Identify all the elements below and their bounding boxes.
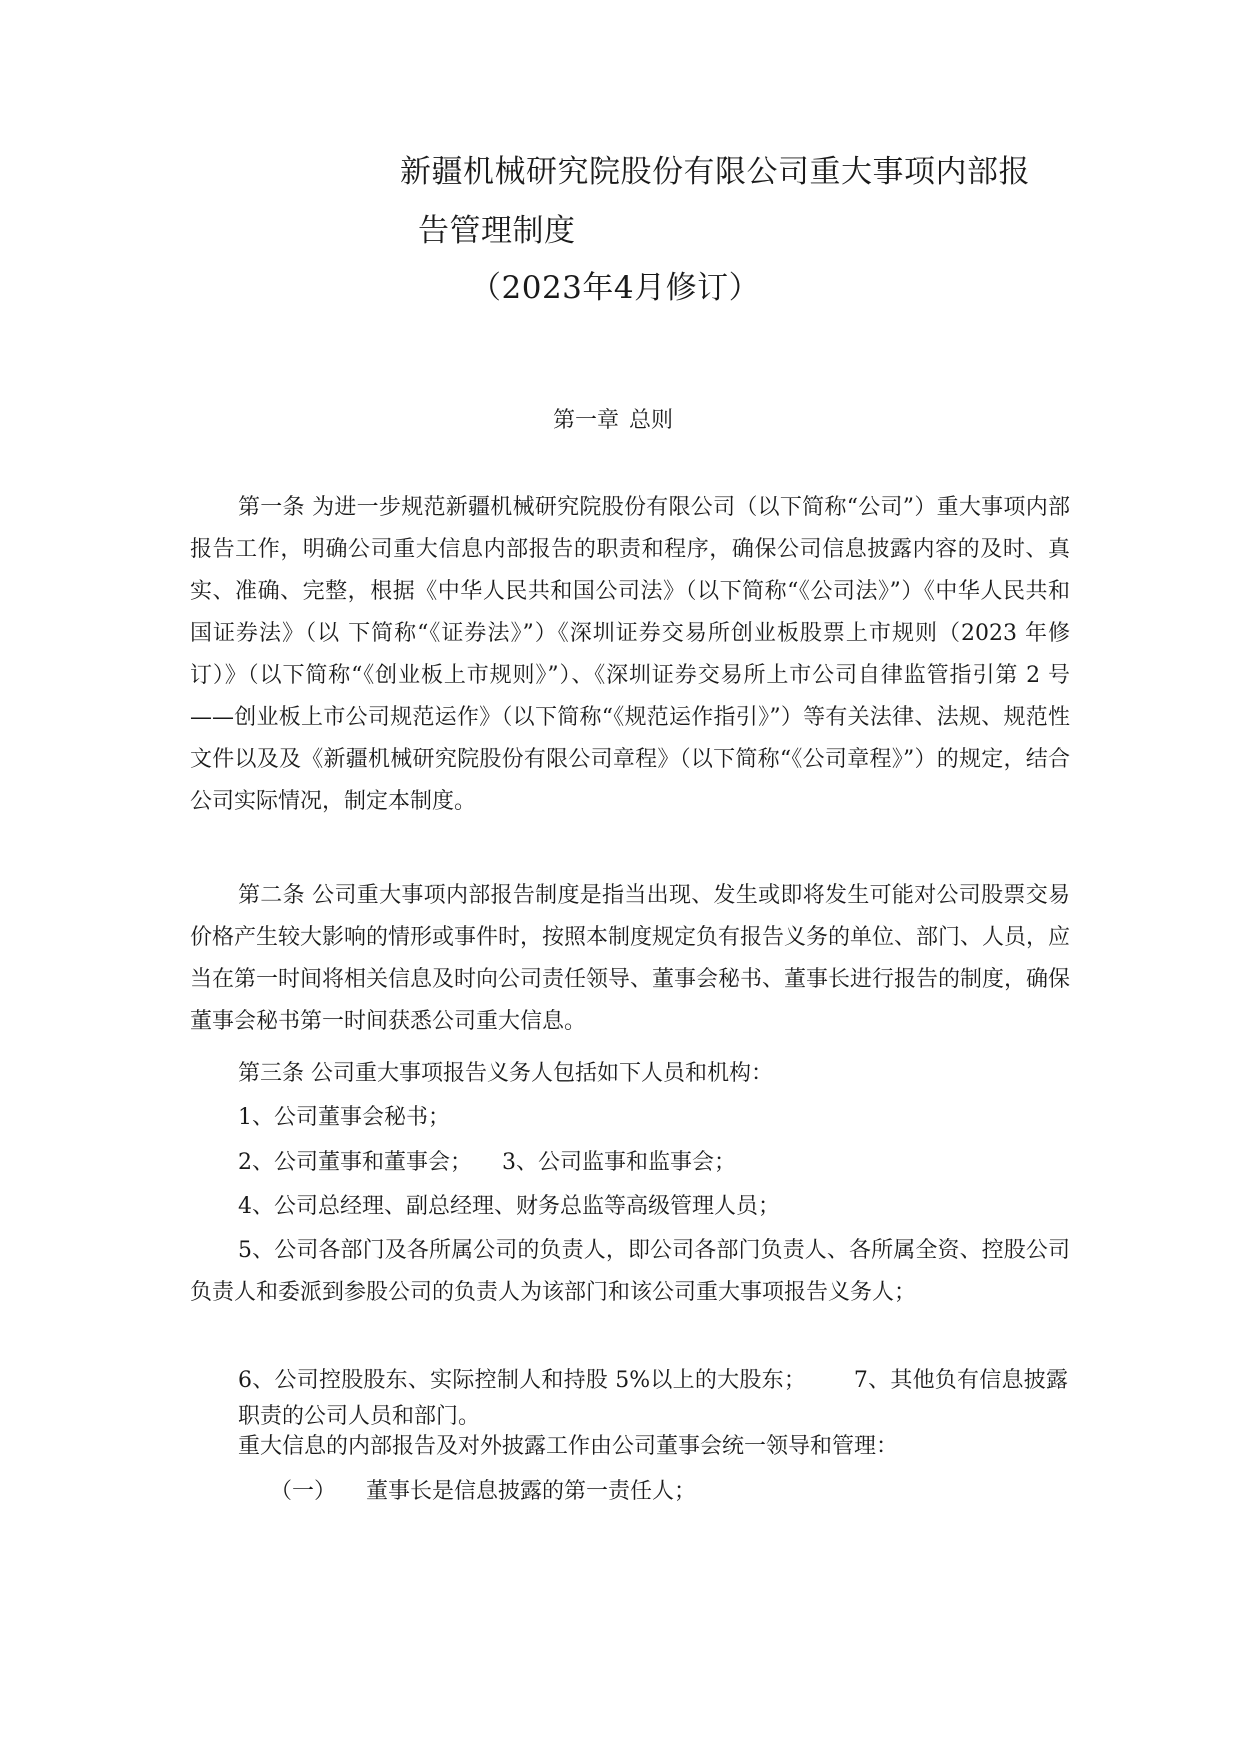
sub-item bbox=[270, 1471, 1070, 1513]
list-item: 7、其他负有信息披露职责的公司人员和部门。 bbox=[238, 1368, 1068, 1429]
list-item: 3、公司监事和监事会； bbox=[502, 1150, 736, 1175]
chapter-name: 总则 bbox=[629, 408, 674, 433]
list-item-group bbox=[190, 1142, 1070, 1184]
list-item-group bbox=[238, 1363, 1068, 1435]
article-2: 第二条 公司重大事项内部报告制度是指当出现、发生或即将发生可能对公司股票交易价格产生较大影响的情形或事件时，按照本制度规定负有报告义务的单位、部门、人员，应当在第一时间将相关信息及时向公司责任领导、董事会秘书、董事长进行报告的制度，确保董事会秘书第一时间获悉公司重大信息。 bbox=[190, 883, 1071, 1034]
list-item: 4、公司总经理、副总经理、财务总监等高级管理人员； bbox=[238, 1194, 780, 1219]
sub-item-marker: （一） bbox=[270, 1479, 337, 1504]
document-title-line-2: 告管理制度 bbox=[418, 213, 576, 249]
list-item: 5、公司各部门及各所属公司的负责人，即公司各部门负责人、各所属全资、控股公司负责人和委派到参股公司的负责人为该部门和该公司重大事项报告义务人； bbox=[190, 1238, 1070, 1305]
sub-item-text: 董事长是信息披露的第一责任人； bbox=[366, 1479, 697, 1504]
chapter-number: 第一章 bbox=[553, 408, 620, 433]
article-3: 第三条 公司重大事项报告义务人包括如下人员和机构： bbox=[238, 1061, 773, 1086]
article-1: 第一条 为进一步规范新疆机械研究院股份有限公司（以下简称“公司”）重大事项内部报告工作，明确公司重大信息内部报告的职责和程序，确保公司信息披露内容的及时、真实、准确、完整，根据《中华人民共和国公司法》（以下简称“《公司法》”）《中华人民共和国证券法》（以 下简称“《证券法》”）《深圳证券交易所创业板股票上市规则（2023 年修订）》（以下简称“《创业板上市规则》”）、《深圳证券交易所上市公司自律监管指引第 2 号——创业板上市公司规范运作》（以下简称“《规范运作指引》”）等有关法律、法规、规范性文件以及及《新疆机械研究院股份有限公司章程》（以下简称“《公司章程》”）的规定，结合公司实际情况，制定本制度。 bbox=[190, 495, 1070, 814]
lead-paragraph: 重大信息的内部报告及对外披露工作由公司董事会统一领导和管理： bbox=[238, 1434, 899, 1459]
chapter-heading bbox=[553, 406, 673, 436]
document-title-line-1: 新疆机械研究院股份有限公司重大事项内部报 bbox=[400, 154, 1030, 190]
list-item: 1、公司董事会秘书； bbox=[238, 1105, 450, 1130]
list-item: 2、公司董事和董事会； bbox=[238, 1150, 472, 1175]
list-item: 6、公司控股股东、实际控制人和持股 5%以上的大股东； bbox=[238, 1368, 806, 1393]
document-revision-note: （2023年4月修订） bbox=[470, 270, 761, 306]
